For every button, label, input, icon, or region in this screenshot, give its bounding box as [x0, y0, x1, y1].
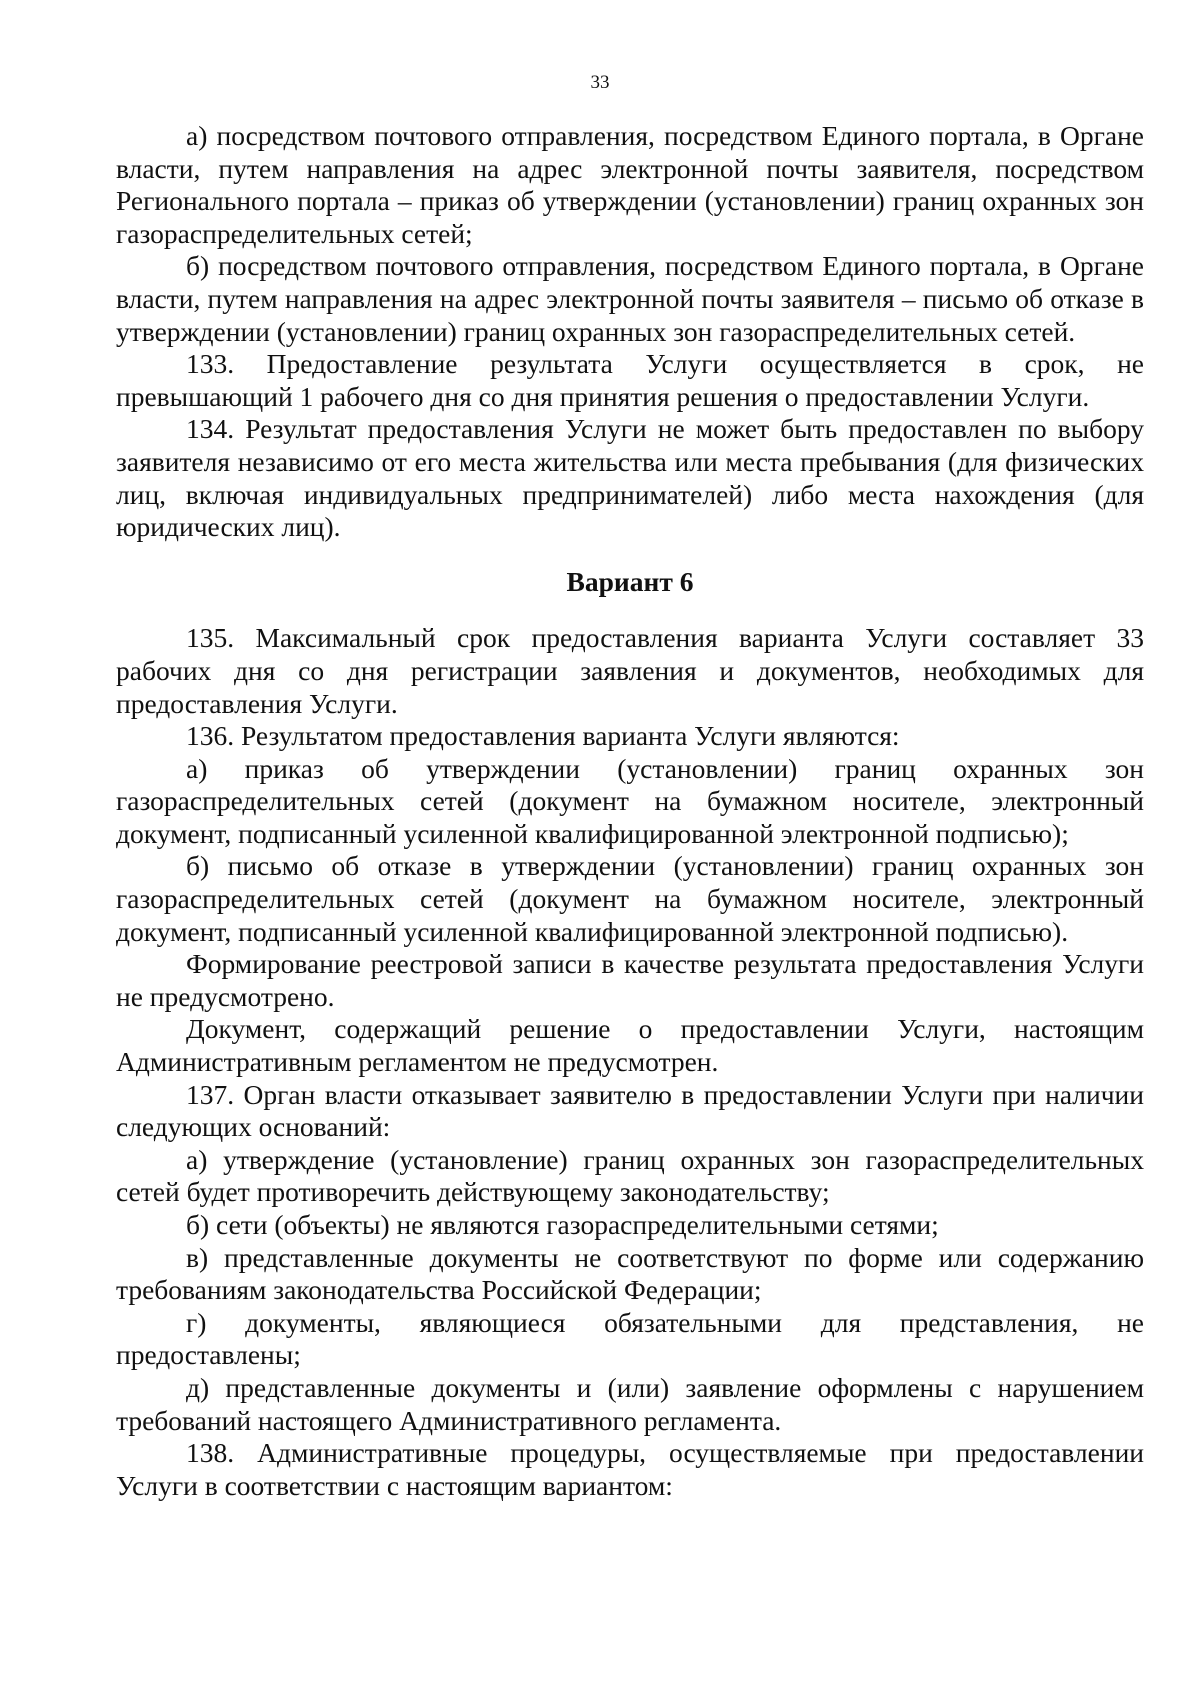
paragraph-137-a: а) утверждение (установление) границ охранных зон газораспределительных сетей будет противоречить действующему законодательству;	[116, 1143, 1144, 1208]
paragraph-133: 133. Предоставление результата Услуги осуществляется в срок, не превышающий 1 рабочего дня со дня принятия решения о предоставлении Услуги.	[116, 348, 1144, 412]
paragraph-137-e: д) представленные документы и (или) заявление оформлены с нарушением требований настоящего Административного регламента.	[116, 1371, 1144, 1436]
paragraph-delivery-refusal: б) посредством почтового отправления, посредством Единого портала, в Органе власти, путем направления на адрес электронной почты заявителя – письмо об отказе в утверждении (установлении) границ охранных зон газораспределительных сетей.	[116, 250, 1144, 347]
paragraph-137-b: б) сети (объекты) не являются газораспределительными сетями;	[186, 1209, 939, 1240]
paragraph-136-a: а) приказ об утверждении (установлении) границ охранных зон газораспределительных сетей (документ на бумажном носителе, электронный документ, подписанный усиленной квалифицированной электронной подписью);	[116, 752, 1144, 849]
paragraph-137: 137. Орган власти отказывает заявителю в предоставлении Услуги при наличии следующих оснований:	[116, 1078, 1144, 1143]
paragraph-137-c: в) представленные документы не соответствуют по форме или содержанию требованиям законодательства Российской Федерации;	[116, 1241, 1144, 1306]
paragraph-135: 135. Максимальный срок предоставления варианта Услуги составляет 33 рабочих дня со дня регистрации заявления и документов, необходимых для предоставления Услуги.	[116, 622, 1144, 719]
paragraph-137-d: г) документы, являющиеся обязательными для представления, не предоставлены;	[116, 1306, 1144, 1371]
paragraph-136: 136. Результатом предоставления варианта Услуги являются:	[186, 720, 900, 752]
paragraph-registry-record: Формирование реестровой записи в качестве результата предоставления Услуги не предусмотрено.	[116, 948, 1144, 1012]
paragraph-134: 134. Результат предоставления Услуги не может быть предоставлен по выбору заявителя независимо от его места жительства или места пребывания (для физических лиц, включая индивидуальных предпринимателей) либо места нахождения (для юридических лиц).	[116, 413, 1144, 543]
paragraph-decision-document: Документ, содержащий решение о предоставлении Услуги, настоящим Административным регламентом не предусмотрен.	[116, 1013, 1144, 1078]
paragraph-delivery-order: а) посредством почтового отправления, посредством Единого портала, в Органе власти, путем направления на адрес электронной почты заявителя, посредством Регионального портала – приказ об утверждении (установлении) границ охранных зон газораспределительных сетей;	[116, 120, 1144, 249]
document-body	[116, 120, 1144, 1502]
paragraph-136-b: б) письмо об отказе в утверждении (установлении) границ охранных зон газораспределительных сетей (документ на бумажном носителе, электронный документ, подписанный усиленной квалифицированной электронной подписью).	[116, 850, 1144, 947]
page-number: 33	[590, 72, 610, 93]
paragraph-138: 138. Административные процедуры, осуществляемые при предоставлении Услуги в соответствии с настоящим вариантом:	[116, 1437, 1144, 1501]
section-heading: Вариант 6	[566, 565, 694, 597]
